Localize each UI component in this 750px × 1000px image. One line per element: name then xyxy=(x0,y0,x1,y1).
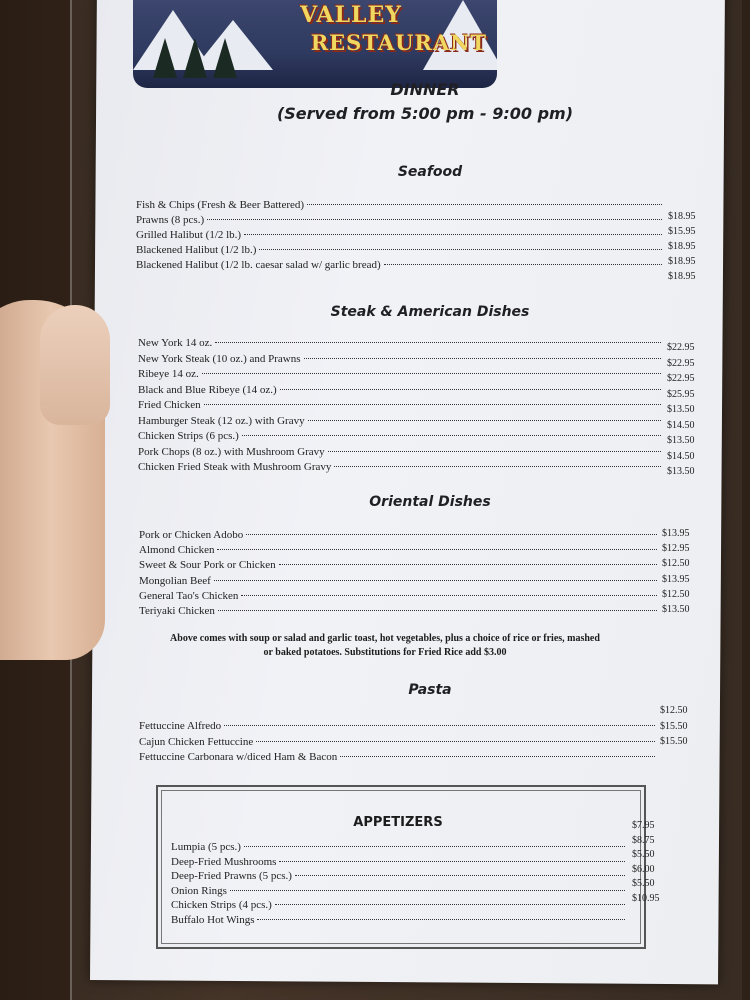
dot-leader xyxy=(217,549,657,550)
dot-leader xyxy=(308,420,661,421)
sides-note-line2: or baked potatoes. Substitutions for Fried Rice add $3.00 xyxy=(263,647,507,658)
menu-item-name: Mongolian Beef xyxy=(139,574,211,587)
menu-item-price: $15.50 xyxy=(660,720,688,732)
dot-leader xyxy=(295,875,625,876)
dot-leader xyxy=(340,756,655,757)
menu-item-name: Fettuccine Carbonara w/diced Ham & Bacon xyxy=(139,751,338,763)
dot-leader xyxy=(204,404,661,405)
logo-word-valley: VALLEY xyxy=(300,2,402,28)
menu-item xyxy=(171,841,628,853)
menu-item xyxy=(171,856,628,868)
menu-item xyxy=(171,914,628,926)
menu-item-price: $13.50 xyxy=(667,435,695,446)
dot-leader xyxy=(304,358,661,359)
menu-item-name: Deep-Fried Prawns (5 pcs.) xyxy=(171,870,292,882)
dot-leader xyxy=(202,373,661,374)
dot-leader xyxy=(224,725,655,726)
menu-item-name: Ribeye 14 oz. xyxy=(138,368,199,380)
section-title-appetizers: APPETIZERS xyxy=(353,815,443,830)
section-title-seafood: Seafood xyxy=(397,164,463,180)
dot-leader xyxy=(384,264,662,265)
menu-item-price: $18.95 xyxy=(668,256,696,267)
menu-item-name: Hamburger Steak (12 oz.) with Gravy xyxy=(138,414,305,427)
menu-item-price: $14.50 xyxy=(667,419,695,431)
dot-leader xyxy=(244,234,662,235)
menu-item-name: Fish & Chips (Fresh & Beer Battered) xyxy=(136,199,305,211)
dot-leader xyxy=(246,534,657,535)
menu-item-price: $13.50 xyxy=(667,404,695,415)
menu-item xyxy=(171,899,628,911)
menu-item-price: $12.50 xyxy=(662,588,690,600)
sides-note xyxy=(150,632,620,660)
menu-item xyxy=(171,870,628,882)
dot-leader xyxy=(215,342,661,343)
menu-item xyxy=(138,353,664,365)
menu-item-name: Almond Chicken xyxy=(139,544,215,557)
sides-note-line1: Above comes with soup or salad and garlic toast, hot vegetables, plus a choice of rice or fries, mashed xyxy=(170,633,600,644)
section-title-oriental: Oriental Dishes xyxy=(369,494,491,510)
menu-item-price: $13.50 xyxy=(662,604,690,615)
menu-item-price: $18.95 xyxy=(668,211,696,222)
menu-item xyxy=(139,751,658,763)
menu-item-name: Fettuccine Alfredo xyxy=(139,720,222,732)
menu-item xyxy=(139,605,660,617)
menu-item xyxy=(138,399,664,411)
menu-item-price: $6.00 xyxy=(632,863,655,875)
menu-item-name: Onion Rings xyxy=(171,884,227,897)
menu-item xyxy=(138,337,664,349)
menu-item xyxy=(136,244,665,256)
menu-item-name: Black and Blue Ribeye (14 oz.) xyxy=(138,383,277,396)
menu-item-price: $18.95 xyxy=(668,241,696,252)
menu-item xyxy=(139,575,660,587)
dot-leader xyxy=(334,466,661,467)
section-title-steak: Steak & American Dishes xyxy=(330,304,530,320)
menu-item-price: $5.50 xyxy=(632,849,655,860)
menu-item xyxy=(138,384,664,396)
menu-item-price: $12.50 xyxy=(662,558,690,570)
dot-leader xyxy=(244,846,625,847)
menu-item-name: Fried Chicken xyxy=(138,399,201,411)
menu-item-name: Cajun Chicken Fettuccine xyxy=(139,735,254,748)
menu-item-name: Lumpia (5 pcs.) xyxy=(171,841,241,853)
thumb xyxy=(40,305,110,425)
menu-item-price: $5.50 xyxy=(632,878,655,889)
menu-item xyxy=(138,368,664,380)
menu-item xyxy=(139,720,658,732)
menu-item-price: $22.95 xyxy=(667,373,695,384)
menu-item-price: $14.50 xyxy=(667,450,695,462)
menu-item-price: $25.95 xyxy=(667,388,695,400)
menu-item xyxy=(136,214,665,226)
dot-leader xyxy=(214,580,657,581)
dot-leader xyxy=(257,919,625,920)
dot-leader xyxy=(242,435,661,436)
menu-item xyxy=(138,446,664,458)
dot-leader xyxy=(241,595,657,596)
menu-item-price: $12.50 xyxy=(660,705,688,716)
logo-word-restaurant: RESTAURANT xyxy=(310,30,487,55)
menu-item xyxy=(138,430,664,442)
menu-item-price: $8.75 xyxy=(632,834,655,846)
menu-item-name: Grilled Halibut (1/2 lb.) xyxy=(136,229,242,241)
menu-item xyxy=(171,885,628,897)
menu-item xyxy=(138,415,664,427)
menu-item xyxy=(136,259,665,271)
dot-leader xyxy=(256,741,655,742)
menu-item-name: New York 14 oz. xyxy=(138,337,213,349)
menu-item-name: Chicken Fried Steak with Mushroom Gravy xyxy=(138,461,332,473)
menu-item-name: Prawns (8 pcs.) xyxy=(136,214,205,226)
section-title-pasta: Pasta xyxy=(408,682,452,698)
menu-item-price: $12.95 xyxy=(662,543,690,555)
menu-item-price: $22.95 xyxy=(667,357,695,369)
menu-item xyxy=(136,229,665,241)
menu-item-price: $15.50 xyxy=(660,736,688,747)
dot-leader xyxy=(259,249,662,250)
menu-item-name: Deep-Fried Mushrooms xyxy=(171,855,277,868)
menu-item-price: $13.95 xyxy=(662,528,690,539)
dot-leader xyxy=(307,204,662,205)
menu-item-name: Chicken Strips (4 pcs.) xyxy=(171,899,272,911)
menu-item-name: General Tao's Chicken xyxy=(139,589,239,602)
menu-item-name: Blackened Halibut (1/2 lb.) xyxy=(136,244,257,256)
menu-item-price: $15.95 xyxy=(668,226,696,237)
menu-item-name: Blackened Halibut (1/2 lb. caesar salad w/ garlic bread) xyxy=(136,259,381,271)
restaurant-logo xyxy=(133,0,497,88)
menu-item xyxy=(139,559,660,571)
dot-leader xyxy=(279,564,657,565)
menu-item xyxy=(139,736,658,748)
menu-item-name: Pork or Chicken Adobo xyxy=(139,529,244,541)
menu-item-price: $13.50 xyxy=(667,466,695,477)
menu-item-name: Buffalo Hot Wings xyxy=(171,913,255,926)
dot-leader xyxy=(207,219,662,220)
menu-item xyxy=(139,590,660,602)
menu-item-price: $22.95 xyxy=(667,342,695,353)
menu-hours: (Served from 5:00 pm - 9:00 pm) xyxy=(276,104,574,123)
menu-item-name: Teriyaki Chicken xyxy=(139,605,215,617)
menu-item-name: Chicken Strips (6 pcs.) xyxy=(138,430,239,442)
dot-leader xyxy=(275,904,625,905)
dot-leader xyxy=(279,861,625,862)
menu-item-price: $13.95 xyxy=(662,573,690,585)
menu-item xyxy=(139,544,660,556)
menu-item-price: $18.95 xyxy=(668,271,696,282)
menu-item-name: Sweet & Sour Pork or Chicken xyxy=(139,559,276,572)
menu-item xyxy=(136,199,665,211)
dot-leader xyxy=(328,451,661,452)
menu-item-price: $7.95 xyxy=(632,820,655,831)
menu-item xyxy=(139,529,660,541)
menu-item-name: New York Steak (10 oz.) and Prawns xyxy=(138,352,301,365)
menu-item xyxy=(138,461,664,473)
dot-leader xyxy=(280,389,661,390)
menu-title: DINNER xyxy=(390,80,460,99)
dot-leader xyxy=(230,890,625,891)
dot-leader xyxy=(218,610,657,611)
menu-item-price: $10.95 xyxy=(632,892,660,904)
menu-item-name: Pork Chops (8 oz.) with Mushroom Gravy xyxy=(138,445,325,458)
